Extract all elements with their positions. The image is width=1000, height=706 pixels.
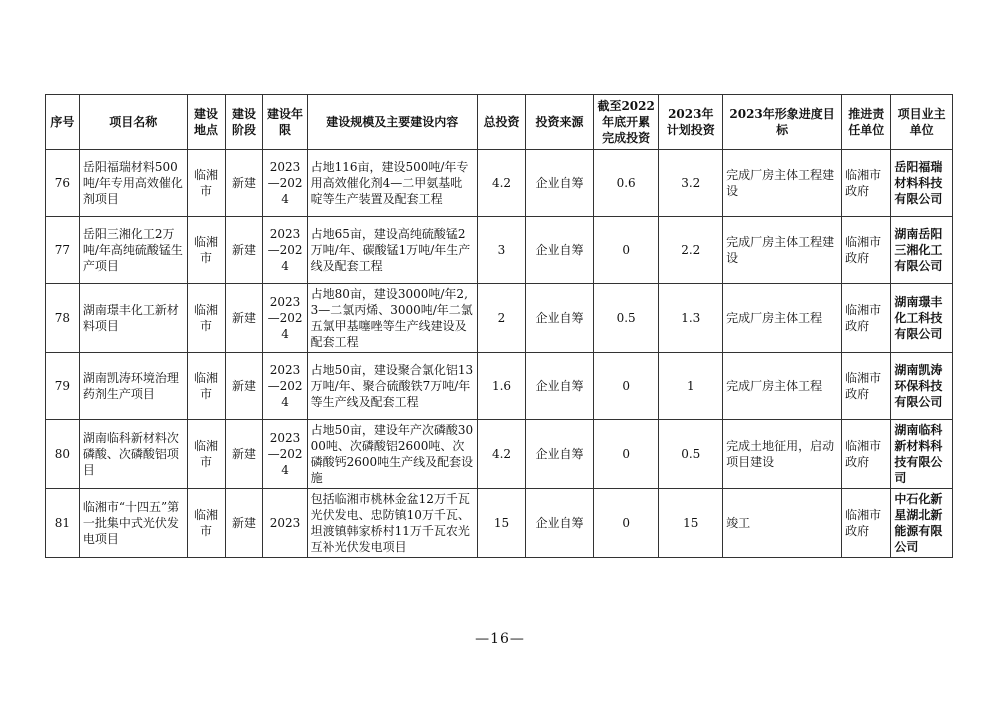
cell-no: 79	[46, 353, 80, 420]
cell-scope: 占地80亩，建设3000吨/年2,3—二氯丙烯、3000吨/年二氯五氯甲基噻唑等生产线建设及配套工程	[307, 284, 477, 353]
cell-completed: 0	[593, 420, 659, 489]
cell-target: 完成厂房主体工程建设	[723, 150, 842, 217]
cell-owner: 湖南凯涛环保科技有限公司	[891, 353, 953, 420]
cell-resp: 临湘市政府	[842, 150, 891, 217]
header-source: 投资来源	[526, 95, 594, 150]
cell-period: 2023—2024	[263, 353, 307, 420]
cell-source: 企业自筹	[526, 353, 594, 420]
cell-no: 76	[46, 150, 80, 217]
header-location: 建设地点	[187, 95, 225, 150]
cell-location: 临湘市	[187, 420, 225, 489]
cell-owner: 中石化新星湖北新能源有限公司	[891, 489, 953, 558]
cell-location: 临湘市	[187, 353, 225, 420]
cell-name: 岳阳福瑞材料500吨/年专用高效催化剂项目	[79, 150, 187, 217]
cell-completed: 0.6	[593, 150, 659, 217]
cell-source: 企业自筹	[526, 217, 594, 284]
cell-no: 81	[46, 489, 80, 558]
cell-total: 2	[477, 284, 525, 353]
header-period: 建设年限	[263, 95, 307, 150]
cell-resp: 临湘市政府	[842, 420, 891, 489]
cell-resp: 临湘市政府	[842, 353, 891, 420]
cell-stage: 新建	[225, 489, 263, 558]
cell-scope: 占地50亩，建设聚合氯化铝13万吨/年、聚合硫酸铁7万吨/年等生产线及配套工程	[307, 353, 477, 420]
cell-no: 80	[46, 420, 80, 489]
cell-completed: 0.5	[593, 284, 659, 353]
cell-source: 企业自筹	[526, 489, 594, 558]
header-no: 序号	[46, 95, 80, 150]
header-resp: 推进责任单位	[842, 95, 891, 150]
table-row	[46, 489, 953, 558]
cell-source: 企业自筹	[526, 150, 594, 217]
cell-plan2023: 2.2	[659, 217, 723, 284]
cell-completed: 0	[593, 489, 659, 558]
cell-location: 临湘市	[187, 217, 225, 284]
cell-name: 湖南凯涛环境治理药剂生产项目	[79, 353, 187, 420]
cell-stage: 新建	[225, 150, 263, 217]
header-completed: 截至2022年底开累完成投资	[593, 95, 659, 150]
cell-completed: 0	[593, 217, 659, 284]
table-row	[46, 150, 953, 217]
cell-target: 完成厂房主体工程建设	[723, 217, 842, 284]
cell-period: 2023—2024	[263, 420, 307, 489]
cell-completed: 0	[593, 353, 659, 420]
cell-no: 77	[46, 217, 80, 284]
cell-stage: 新建	[225, 217, 263, 284]
cell-stage: 新建	[225, 420, 263, 489]
cell-target: 完成土地征用，启动项目建设	[723, 420, 842, 489]
cell-source: 企业自筹	[526, 420, 594, 489]
cell-plan2023: 1	[659, 353, 723, 420]
cell-target: 完成厂房主体工程	[723, 353, 842, 420]
cell-resp: 临湘市政府	[842, 217, 891, 284]
header-target: 2023年形象进度目标	[723, 95, 842, 150]
cell-name: 湖南临科新材料次磷酸、次磷酸铝项目	[79, 420, 187, 489]
cell-location: 临湘市	[187, 284, 225, 353]
header-total: 总投资	[477, 95, 525, 150]
cell-name: 临湘市“十四五”第一批集中式光伏发电项目	[79, 489, 187, 558]
cell-resp: 临湘市政府	[842, 284, 891, 353]
cell-period: 2023—2024	[263, 284, 307, 353]
table-header-row	[46, 95, 953, 150]
cell-target: 竣工	[723, 489, 842, 558]
table-row	[46, 217, 953, 284]
cell-scope: 占地116亩，建设500吨/年专用高效催化剂4—二甲氨基吡啶等生产装置及配套工程	[307, 150, 477, 217]
header-name: 项目名称	[79, 95, 187, 150]
page-number: —16—	[475, 631, 525, 647]
cell-stage: 新建	[225, 353, 263, 420]
cell-period: 2023—2024	[263, 150, 307, 217]
table-row	[46, 353, 953, 420]
cell-resp: 临湘市政府	[842, 489, 891, 558]
cell-stage: 新建	[225, 284, 263, 353]
table-row	[46, 420, 953, 489]
header-scope: 建设规模及主要建设内容	[307, 95, 477, 150]
cell-plan2023: 1.3	[659, 284, 723, 353]
cell-target: 完成厂房主体工程	[723, 284, 842, 353]
cell-period: 2023—2024	[263, 217, 307, 284]
cell-scope: 包括临湘市桃林金盆12万千瓦光伏发电、忠防镇10万千瓦、坦渡镇韩家桥村11万千瓦农光互补光伏发电项目	[307, 489, 477, 558]
cell-total: 15	[477, 489, 525, 558]
cell-location: 临湘市	[187, 150, 225, 217]
header-plan2023: 2023年计划投资	[659, 95, 723, 150]
header-stage: 建设阶段	[225, 95, 263, 150]
cell-total: 1.6	[477, 353, 525, 420]
cell-scope: 占地65亩，建设高纯硫酸锰2万吨/年、碳酸锰1万吨/年生产线及配套工程	[307, 217, 477, 284]
cell-owner: 岳阳福瑞材料科技有限公司	[891, 150, 953, 217]
project-table	[45, 94, 953, 558]
cell-name: 湖南璟丰化工新材料项目	[79, 284, 187, 353]
cell-source: 企业自筹	[526, 284, 594, 353]
cell-total: 3	[477, 217, 525, 284]
cell-plan2023: 15	[659, 489, 723, 558]
cell-owner: 湖南璟丰化工科技有限公司	[891, 284, 953, 353]
table-row	[46, 284, 953, 353]
cell-no: 78	[46, 284, 80, 353]
project-table-container	[45, 94, 953, 558]
cell-owner: 湖南岳阳三湘化工有限公司	[891, 217, 953, 284]
header-owner: 项目业主单位	[891, 95, 953, 150]
cell-plan2023: 0.5	[659, 420, 723, 489]
cell-total: 4.2	[477, 420, 525, 489]
cell-plan2023: 3.2	[659, 150, 723, 217]
cell-location: 临湘市	[187, 489, 225, 558]
cell-total: 4.2	[477, 150, 525, 217]
cell-period: 2023	[263, 489, 307, 558]
cell-scope: 占地50亩，建设年产次磷酸3000吨、次磷酸铝2600吨、次磷酸钙2600吨生产线及配套设施	[307, 420, 477, 489]
cell-name: 岳阳三湘化工2万吨/年高纯硫酸锰生产项目	[79, 217, 187, 284]
cell-owner: 湖南临科新材料科技有限公司	[891, 420, 953, 489]
